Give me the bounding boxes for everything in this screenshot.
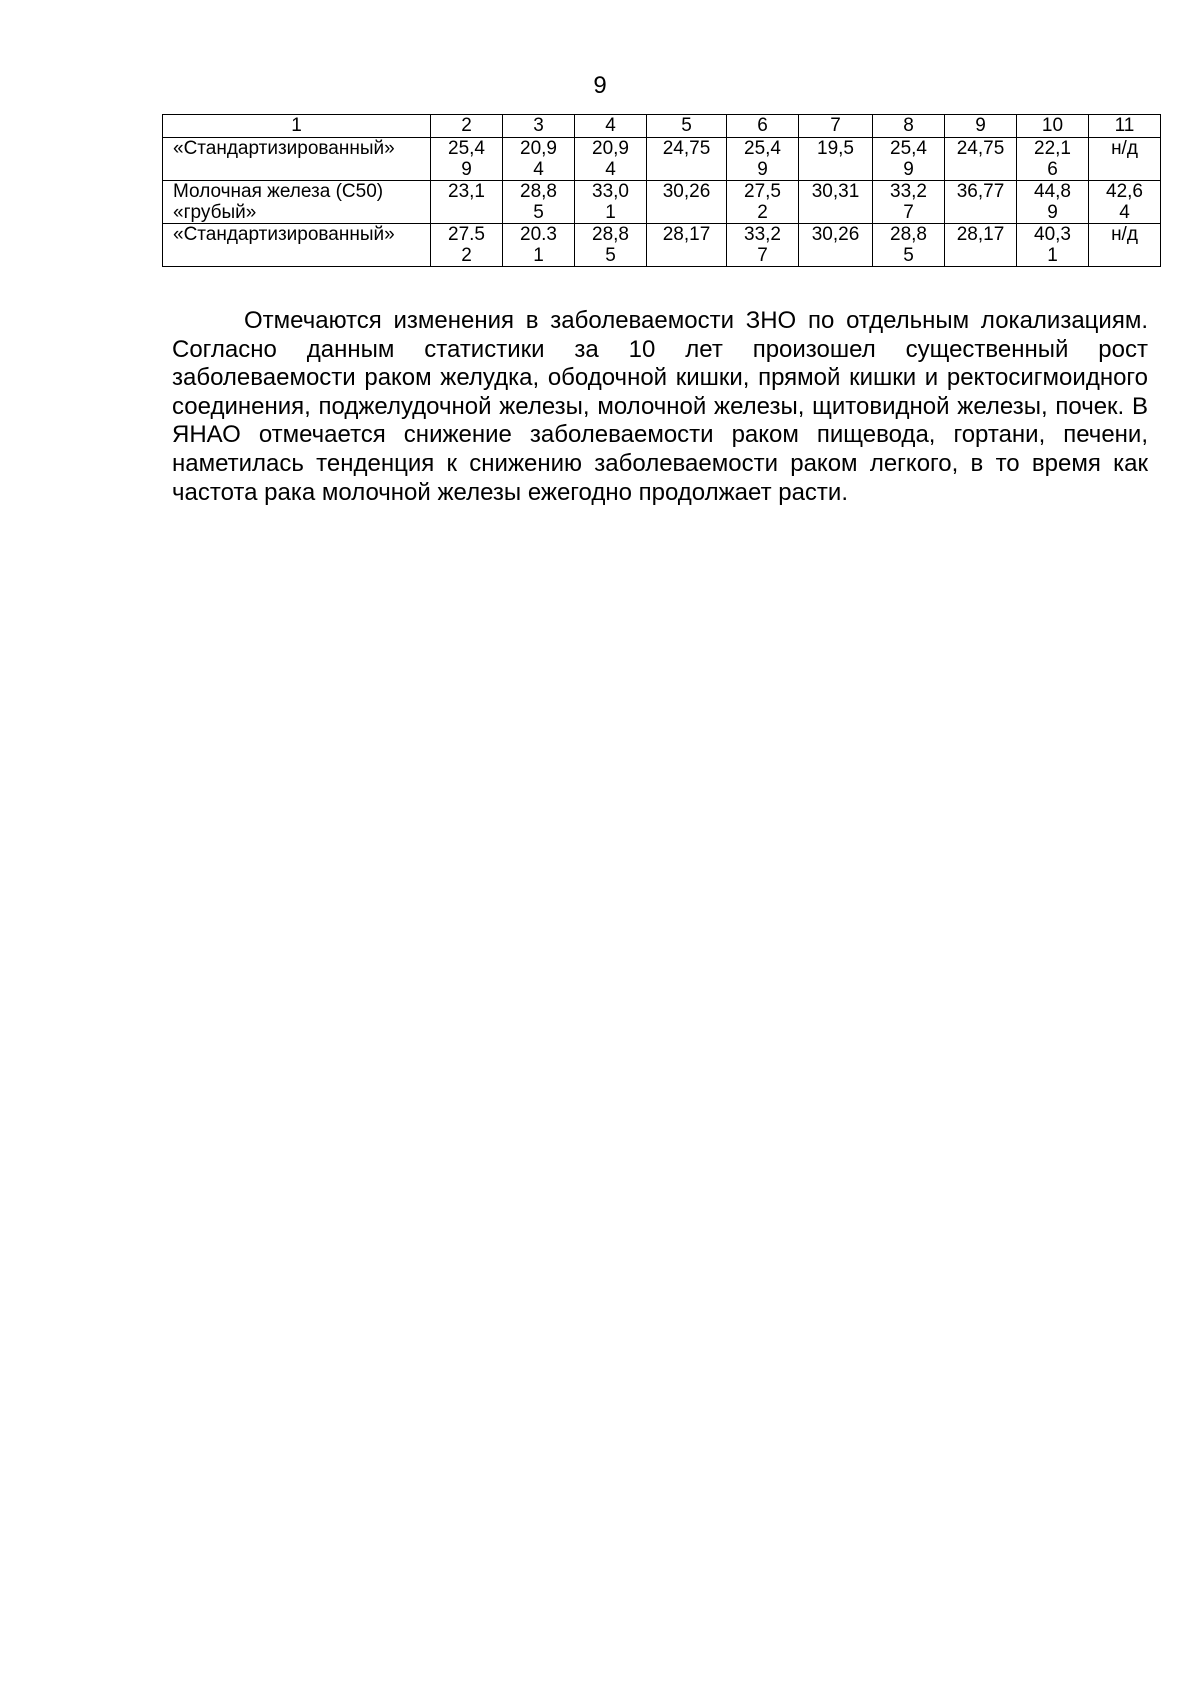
table-cell: 24,75 <box>647 138 727 181</box>
table-row <box>163 224 1161 267</box>
table-cell: 23,1 <box>431 181 503 224</box>
table-cell: 33,0 1 <box>575 181 647 224</box>
column-header: 4 <box>575 115 647 138</box>
incidence-table <box>162 114 1161 267</box>
table-cell: 30,31 <box>799 181 873 224</box>
page-number: 9 <box>593 72 607 99</box>
table-cell: 25,4 9 <box>431 138 503 181</box>
table-cell: 36,77 <box>945 181 1017 224</box>
table-cell: 28,8 5 <box>503 181 575 224</box>
table-cell: 27.5 2 <box>431 224 503 267</box>
column-header: 3 <box>503 115 575 138</box>
row-label: «Стандартизированный» <box>163 138 431 181</box>
row-label: Молочная железа (С50) «грубый» <box>163 181 431 224</box>
table-cell: 40,3 1 <box>1017 224 1089 267</box>
table-cell: 33,2 7 <box>873 181 945 224</box>
table-cell: 42,6 4 <box>1089 181 1161 224</box>
column-header: 5 <box>647 115 727 138</box>
table-cell: 28,17 <box>945 224 1017 267</box>
column-header: 1 <box>163 115 431 138</box>
body-paragraph: Отмечаются изменения в заболеваемости ЗНО по отдельным локализациям. Согласно данным статистики за 10 лет произошел существенный рост заболеваемости раком желудка, ободочной кишки, прямой кишки и ректосигмоидного соединения, поджелудочной железы, молочной железы, щитовидной железы, почек. В ЯНАО отмечается снижение заболеваемости раком пищевода, гортани, печени, наметилась тенденция к снижению заболеваемости раком легкого, в то время как частота рака молочной железы ежегодно продолжает расти. <box>172 307 1148 506</box>
table-cell: 25,4 9 <box>727 138 799 181</box>
column-header: 11 <box>1089 115 1161 138</box>
table-cell: 30,26 <box>647 181 727 224</box>
column-header: 7 <box>799 115 873 138</box>
column-header: 6 <box>727 115 799 138</box>
table-cell: 33,2 7 <box>727 224 799 267</box>
column-header: 8 <box>873 115 945 138</box>
table-cell: 20,9 4 <box>575 138 647 181</box>
table-cell: 20.3 1 <box>503 224 575 267</box>
table-cell: 44,8 9 <box>1017 181 1089 224</box>
column-header: 9 <box>945 115 1017 138</box>
table-cell: 20,9 4 <box>503 138 575 181</box>
table-cell: 22,1 6 <box>1017 138 1089 181</box>
table-cell: н/д <box>1089 138 1161 181</box>
table-cell: 25,4 9 <box>873 138 945 181</box>
table-cell: н/д <box>1089 224 1161 267</box>
table-row <box>163 138 1161 181</box>
table-row <box>163 181 1161 224</box>
column-header: 2 <box>431 115 503 138</box>
table-cell: 27,5 2 <box>727 181 799 224</box>
table-cell: 28,8 5 <box>575 224 647 267</box>
table-header-row <box>163 115 1161 138</box>
table-cell: 28,17 <box>647 224 727 267</box>
column-header: 10 <box>1017 115 1089 138</box>
table-cell: 24,75 <box>945 138 1017 181</box>
row-label: «Стандартизированный» <box>163 224 431 267</box>
table-cell: 28,8 5 <box>873 224 945 267</box>
table-cell: 19,5 <box>799 138 873 181</box>
table-cell: 30,26 <box>799 224 873 267</box>
